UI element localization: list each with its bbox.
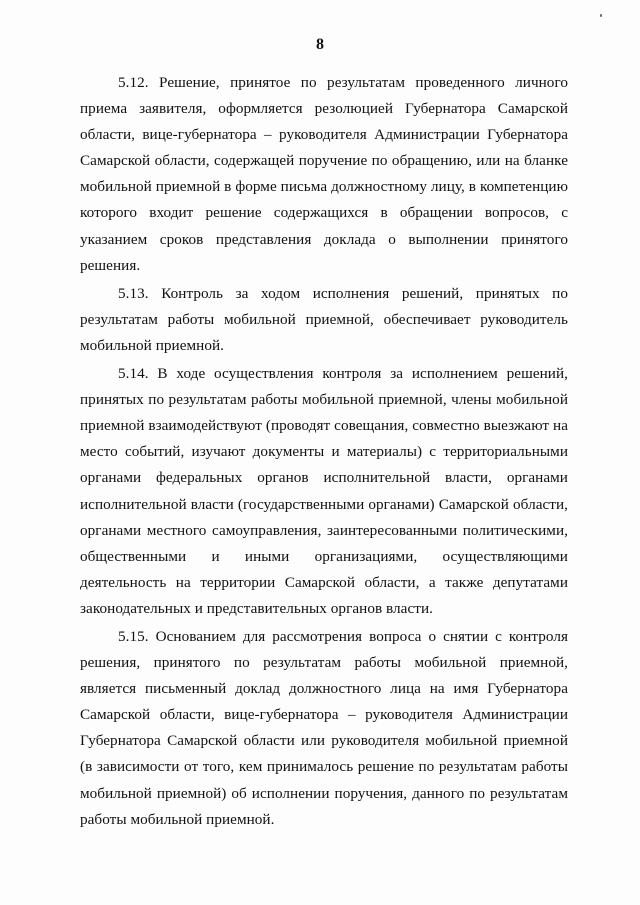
document-body	[80, 70, 568, 835]
paragraph-5-12: 5.12. Решение, принятое по результатам проведенного личного приема заявителя, оформляется резолюцией Губернатора Самарской области, вице-губернатора – руководителя Администрации Губернатора Самарской области, содержащей поручение по обращению, или на бланке мобильной приемной в форме письма должностному лицу, в компетенцию которого входит решение содержащихся в обращении вопросов, с указанием сроков представления доклада о выполнении принятого решения.	[80, 74, 568, 274]
paragraph-5-13: 5.13. Контроль за ходом исполнения решений, принятых по результатам работы мобильной приемной, обеспечивает руководитель мобильной приемной.	[80, 284, 568, 354]
scan-speck	[600, 14, 602, 17]
page-number: 8	[316, 36, 324, 53]
paragraph-5-14: 5.14. В ходе осуществления контроля за исполнением решений, принятых по результатам работы мобильной приемной, члены мобильной приемной взаимодействуют (проводят совещания, совместно выезжают на место событий, изучают документы и материалы) с территориальными органами федеральных органов исполнительной власти, органами исполнительной власти (государственными органами) Самарской области, органами местного самоуправления, заинтересованными политическими, общественными и иными организациями, осуществляющими деятельность на территории Самарской области, а также депутатами законодательных и представительных органов власти.	[80, 365, 568, 617]
paragraph-5-15: 5.15. Основанием для рассмотрения вопроса о снятии с контроля решения, принятого по результатам работы мобильной приемной, является письменный доклад должностного лица на имя Губернатора Самарской области, вице-губернатора – руководителя Администрации Губернатора Самарской области или руководителя мобильной приемной (в зависимости от того, кем принималось решение по результатам работы мобильной приемной) об исполнении поручения, данного по результатам работы мобильной приемной.	[80, 627, 568, 828]
